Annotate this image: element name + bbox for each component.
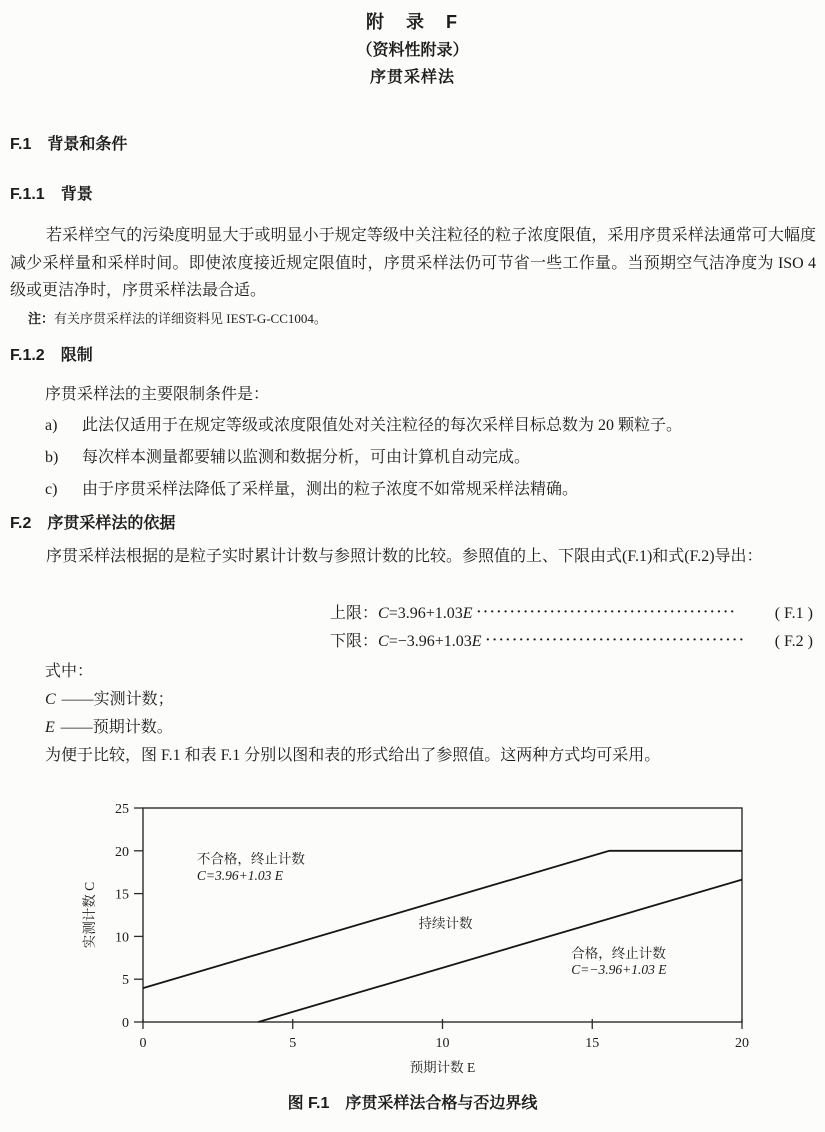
section-f11-note (28, 308, 327, 327)
svg-text:0: 0 (139, 1036, 147, 1051)
svg-text:10: 10 (435, 1036, 450, 1051)
appendix-title: 附 录 F (366, 12, 459, 32)
svg-text:预期计数 E: 预期计数 E (409, 1060, 476, 1075)
note-text: 有关序贯采样法的详细资料见 IEST-G-CC1004。 (54, 311, 327, 326)
svg-text:合格，终止计数: 合格，终止计数 (571, 945, 666, 961)
section-f2-paragraph: 序贯采样法根据的是粒子实时累计计数与参照计数的比较。参照值的上、下限由式(F.1)和式(F.2)导出： (46, 548, 763, 565)
where-item (45, 714, 173, 737)
section-f1-heading: F.1 背景和条件 (10, 136, 128, 153)
list-item-label: b) (45, 449, 59, 466)
dot-leader: ······································· (476, 605, 737, 620)
svg-text:持续计数: 持续计数 (418, 915, 473, 931)
where-symbol: C (45, 691, 56, 708)
list-item (45, 412, 817, 435)
svg-text:C=−3.96+1.03 E: C=−3.96+1.03 E (571, 962, 667, 978)
svg-text:C=3.96+1.03 E: C=3.96+1.03 E (196, 867, 284, 883)
section-f2-closing: 为便于比较，图 F.1 和表 F.1 分别以图和表的形式给出了参照值。这两种方式均可采用。 (45, 747, 661, 764)
svg-text:0: 0 (122, 1016, 129, 1031)
section-f12-intro: 序贯采样法的主要限制条件是： (45, 386, 270, 403)
list-item-label: a) (45, 417, 58, 434)
formula-expression: 上限：C=3.96+1.03E (330, 605, 473, 622)
formula-upper-limit (330, 600, 813, 623)
svg-text:实测计数 C: 实测计数 C (82, 881, 97, 949)
where-label: 式中： (45, 663, 94, 680)
list-item-text: 此法仅适用于在规定等级或浓度限值处对关注粒径的每次采样目标总数为 20 颗粒子。 (82, 417, 683, 434)
boundary-line-chart (80, 795, 780, 1085)
note-label: 注： (28, 311, 55, 326)
formula-number: ( F.1 ) (774, 605, 813, 622)
section-f11-paragraph: 若采样空气的污染度明显大于或明显小于规定等级中关注粒径的粒子浓度限值，采用序贯采样法通常可大幅度减少采样量和采样时间。即使浓度接近规定限值时，序贯采样法仍可节省一些工作量。当预期空气洁净度为 ISO 4 级或更洁净时，序贯采样法最合适。 (10, 227, 816, 299)
where-desc: ——预期计数。 (60, 719, 173, 736)
svg-text:5: 5 (122, 973, 129, 989)
svg-text:20: 20 (115, 844, 129, 860)
formula-number: ( F.2 ) (774, 633, 813, 650)
svg-text:20: 20 (735, 1036, 749, 1051)
section-f12-heading: F.1.2 限制 (10, 347, 93, 364)
svg-text:15: 15 (115, 887, 129, 903)
section-f11-heading: F.1.1 背景 (10, 186, 93, 203)
svg-text:10: 10 (115, 930, 129, 946)
list-item-label: c) (45, 481, 58, 498)
list-item (45, 444, 817, 467)
section-f2-heading: F.2 序贯采样法的依据 (10, 515, 176, 532)
appendix-name: 序贯采样法 (369, 69, 455, 86)
where-item (45, 686, 174, 709)
list-item-text: 每次样本测量都要辅以监测和数据分析，可由计算机自动完成。 (82, 449, 531, 466)
where-symbol: E (45, 719, 55, 736)
list-item-text: 由于序贯采样法降低了采样量，测出的粒子浓度不如常规采样法精确。 (82, 481, 579, 498)
formula-expression: 下限：C=−3.96+1.03E (330, 633, 482, 650)
figure-f1-chart (80, 795, 780, 1085)
svg-text:5: 5 (289, 1036, 297, 1051)
formula-lower-limit (330, 628, 813, 651)
svg-text:15: 15 (585, 1036, 600, 1051)
svg-text:不合格，终止计数: 不合格，终止计数 (196, 851, 305, 867)
where-desc: ——实测计数； (61, 691, 174, 708)
figure-caption: 图 F.1 序贯采样法合格与否边界线 (287, 1095, 538, 1112)
svg-text:25: 25 (115, 802, 129, 817)
appendix-subtitle: （资料性附录） (356, 42, 469, 59)
list-item (45, 476, 817, 499)
dot-leader: ······································· (485, 633, 746, 648)
